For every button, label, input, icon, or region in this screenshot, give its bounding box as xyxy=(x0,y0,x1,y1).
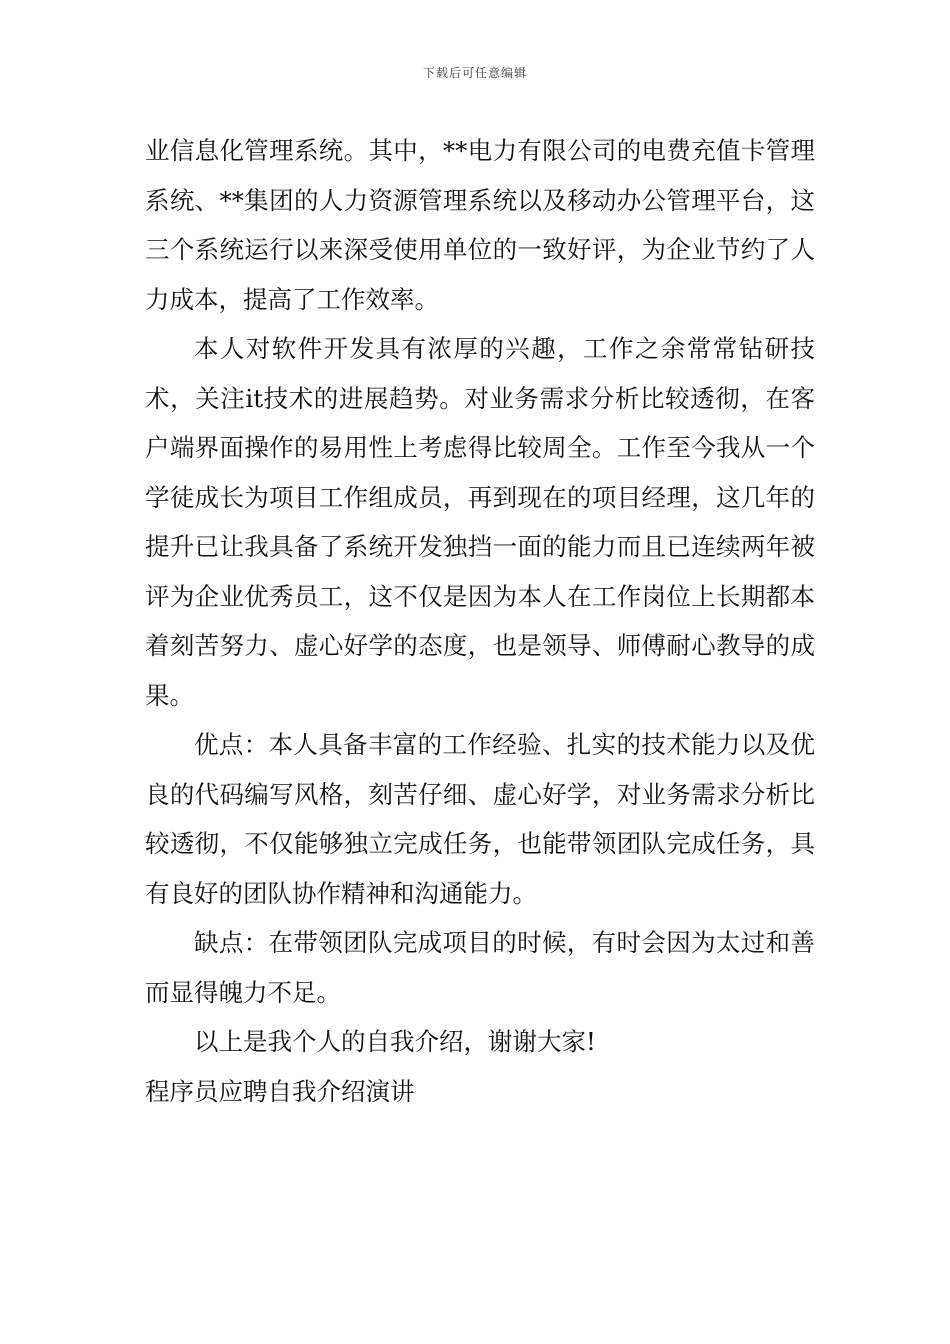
paragraph-closing: 以上是我个人的自我介绍，谢谢大家! xyxy=(194,1027,596,1056)
paragraph-experience: 本人对软件开发具有浓厚的兴趣，工作之余常常钻研技术，关注it技术的进展趋势。对业务需求分析比较透彻，在客户端界面操作的易用性上考虑得比较周全。工作至今我从一个学徒成长为项目工作组成员，再到现在的项目经理，这几年的提升已让我具备了系统开发独挡一面的能力而且已连续两年被评为企业优秀员工，这不仅是因为本人在工作岗位上长期都本着刻苦努力、虚心好学的态度，也是领导、师傅耐心教导的成果。 xyxy=(145,334,815,710)
paragraph-strengths: 优点：本人具备丰富的工作经验、扎实的技术能力以及优良的代码编写风格，刻苦仔细、虚心好学，对业务需求分析比较透彻，不仅能够独立完成任务，也能带领团队完成任务，具有良好的团队协作精神和沟通能力。 xyxy=(145,730,815,908)
page-header: 下载后可任意编辑 xyxy=(422,66,527,80)
next-section-title: 程序员应聘自我介绍演讲 xyxy=(145,1076,415,1106)
document-body xyxy=(145,126,815,1116)
paragraph-weaknesses: 缺点：在带领团队完成项目的时候，有时会因为太过和善而显得魄力不足。 xyxy=(145,928,815,1007)
paragraph-continuation: 业信息化管理系统。其中，**电力有限公司的电费充值卡管理系统、**集团的人力资源管理系统以及移动办公管理平台，这三个系统运行以来深受使用单位的一致好评，为企业节约了人力成本，提高了工作效率。 xyxy=(145,136,815,314)
